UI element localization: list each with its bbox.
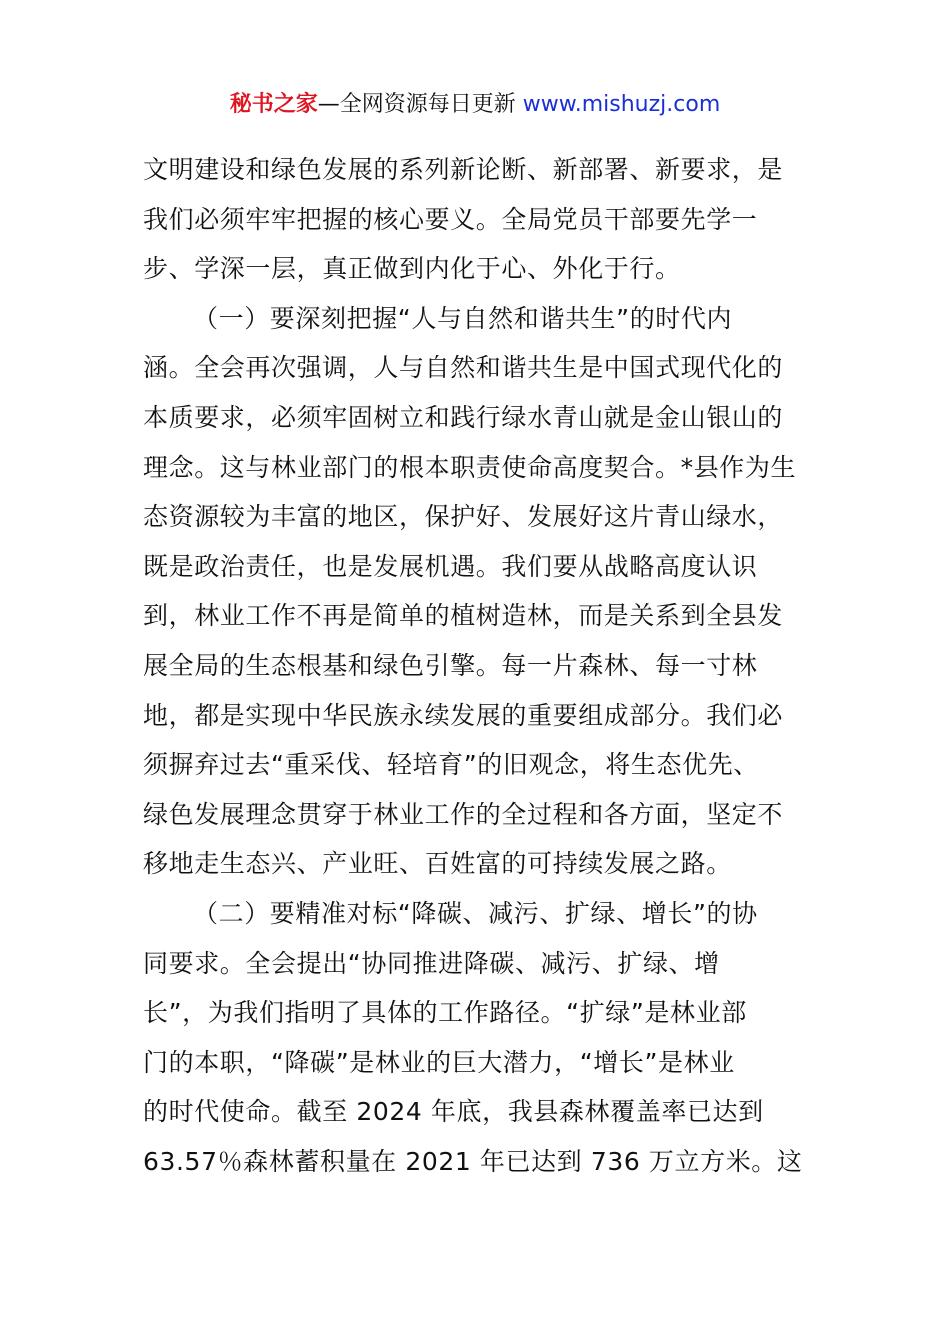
section-heading-line: （二）要精准对标“降碳、减污、扩绿、增长”的协 bbox=[193, 898, 758, 928]
text-line: 既是政治责任，也是发展机遇。我们要从战略高度认识 bbox=[143, 551, 758, 581]
text-line: 步、学深一层，真正做到内化于心、外化于行。 bbox=[143, 254, 681, 284]
text-line: 到，林业工作不再是简单的植树造林，而是关系到全县发 bbox=[143, 601, 784, 631]
text-line: 态资源较为丰富的地区，保护好、发展好这片青山绿水， bbox=[143, 502, 784, 532]
header-tagline: —全网资源每日更新 bbox=[317, 92, 523, 117]
text-line: 63.57％森林蓄积量在 2021 年已达到 736 万立方米。这 bbox=[143, 1146, 803, 1176]
text-line: 移地走生态兴、产业旺、百姓富的可持续发展之路。 bbox=[143, 849, 732, 879]
text-line: 的时代使命。截至 2024 年底，我县森林覆盖率已达到 bbox=[143, 1097, 764, 1127]
text-line: 理念。这与林业部门的根本职责使命高度契合。*县作为生 bbox=[143, 452, 797, 482]
text-line: 须摒弃过去“重采伐、轻培育”的旧观念，将生态优先、 bbox=[143, 750, 759, 780]
text-line: 展全局的生态根基和绿色引擎。每一片森林、每一寸林 bbox=[143, 650, 758, 680]
section-heading-line: （一）要深刻把握“人与自然和谐共生”的时代内 bbox=[193, 303, 733, 333]
text-line: 我们必须牢牢把握的核心要义。全局党员干部要先学一 bbox=[143, 204, 758, 234]
text-line: 本质要求，必须牢固树立和践行绿水青山就是金山银山的 bbox=[143, 402, 784, 432]
text-line: 同要求。全会提出“协同推进降碳、减污、扩绿、增 bbox=[143, 948, 720, 978]
text-line: 文明建设和绿色发展的系列新论断、新部署、新要求，是 bbox=[143, 155, 784, 184]
site-header bbox=[0, 88, 950, 122]
brand-name: 秘书之家 bbox=[229, 92, 318, 117]
text-line: 涵。全会再次强调，人与自然和谐共生是中国式现代化的 bbox=[143, 353, 784, 383]
text-line: 长”，为我们指明了具体的工作路径。“扩绿”是林业部 bbox=[143, 998, 747, 1028]
site-url-link[interactable]: www.mishuzj.com bbox=[522, 92, 721, 117]
text-line: 门的本职，“降碳”是林业的巨大潜力，“增长”是林业 bbox=[143, 1047, 735, 1077]
text-line: 地，都是实现中华民族永续发展的重要组成部分。我们必 bbox=[143, 700, 784, 730]
document-body bbox=[143, 145, 813, 1186]
text-line: 绿色发展理念贯穿于林业工作的全过程和各方面，坚定不 bbox=[143, 799, 784, 829]
